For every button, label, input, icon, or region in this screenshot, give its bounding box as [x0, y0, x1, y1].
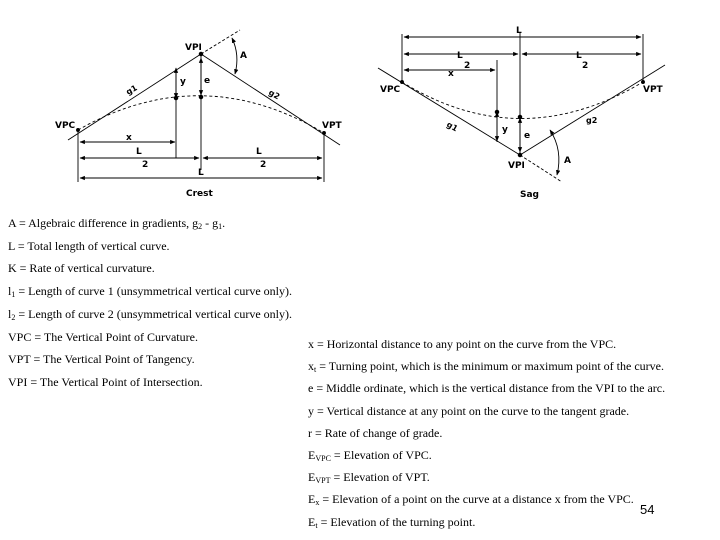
crest-l-half-left-num: L: [136, 147, 142, 157]
crest-l-half-right-num: L: [256, 147, 262, 157]
sag-l-half-right-num: L: [576, 51, 582, 61]
definition-item: $l_2$ = Length of curve 2 (unsymmetrical vertical curve only).: [8, 306, 293, 322]
crest-a-label: A: [240, 51, 247, 61]
crest-x-label: x: [126, 133, 132, 143]
sag-vpt-point: [642, 81, 645, 84]
crest-diagram: [68, 30, 340, 182]
crest-vpt-point: [323, 132, 326, 135]
sag-g1-label: g1: [445, 119, 460, 134]
definition-item: VPI = The Vertical Point of Intersection.: [8, 374, 203, 389]
sag-e-label: e: [524, 131, 531, 141]
sag-mid-point: [518, 115, 522, 119]
crest-e-label: e: [204, 76, 211, 86]
sag-l-half-left-den: 2: [464, 61, 471, 71]
sag-caption: Sag: [520, 190, 539, 200]
sag-l-label: L: [516, 26, 522, 36]
crest-vpt-label: VPT: [322, 121, 342, 131]
sag-diagram: [378, 32, 665, 182]
sag-l-half-left-num: L: [457, 51, 463, 61]
crest-l-label: L: [198, 168, 204, 178]
sag-curve: [402, 82, 643, 119]
crest-l-half-right-den: 2: [260, 160, 267, 170]
definition-item: A = Algebraic difference in gradients, $g_2 - g_1$.: [8, 216, 226, 231]
sag-vpi-point: [518, 153, 522, 157]
definition-item: $x_t$ = Turning point, which is the minimum or maximum point of the curve.: [308, 359, 664, 375]
crest-g2-label: g2: [267, 87, 282, 102]
sag-angle-a-arc: [550, 130, 559, 175]
definitions-left: [8, 212, 358, 394]
definition-item: $E_{VPC}$ = Elevation of VPC.: [308, 448, 432, 464]
crest-tangent-g1: [68, 54, 201, 140]
crest-l-half-left-den: 2: [142, 160, 149, 170]
definition-item: $E_x$ = Elevation of a point on the curve at a distance x from the VPC.: [308, 492, 634, 508]
crest-angle-a-arc: [232, 38, 237, 74]
curve-diagrams: [0, 0, 720, 210]
definition-item: L = Total length of vertical curve.: [8, 238, 170, 253]
crest-vpc-point: [77, 129, 80, 132]
definitions-right: [308, 333, 718, 533]
sag-vpt-label: VPT: [643, 85, 663, 95]
definition-item: $l_1$ = Length of curve 1 (unsymmetrical vertical curve only).: [8, 284, 293, 300]
page-number: 54: [640, 502, 655, 517]
sag-l-half-right-den: 2: [582, 61, 589, 71]
sag-vpc-label: VPC: [380, 85, 401, 95]
definition-item: r = Rate of change of grade.: [308, 425, 443, 440]
sag-y-label: y: [502, 125, 508, 135]
sag-x-label: x: [448, 69, 454, 79]
crest-mid-point: [199, 95, 203, 99]
definition-item: $E_t$ = Elevation of the turning point.: [308, 514, 476, 530]
crest-g1-label: g1: [124, 83, 139, 97]
sag-a-label: A: [564, 156, 571, 166]
definition-item: VPC = The Vertical Point of Curvature.: [8, 329, 198, 344]
crest-curve-point: [174, 96, 178, 100]
sag-vpc-point: [401, 81, 404, 84]
sag-tangent-extension: [520, 155, 562, 182]
crest-tangent-g2: [201, 54, 340, 145]
sag-g2-label: g2: [586, 116, 598, 125]
crest-y-label: y: [180, 77, 186, 87]
definition-item: VPT = The Vertical Point of Tangency.: [8, 352, 195, 367]
definition-item: $E_{VPT}$ = Elevation of VPT.: [308, 470, 430, 486]
sag-curve-point: [495, 110, 499, 114]
crest-vpi-label: VPI: [185, 43, 202, 53]
definition-item: x = Horizontal distance to any point on the curve from the VPC.: [308, 337, 617, 351]
crest-vpc-label: VPC: [55, 121, 76, 131]
definition-item: e = Middle ordinate, which is the vertical distance from the VPI to the arc.: [308, 381, 666, 396]
definition-item: K = Rate of vertical curvature.: [8, 261, 155, 276]
sag-vpi-label: VPI: [508, 161, 525, 171]
crest-caption: Crest: [186, 189, 213, 199]
sag-labels: [380, 26, 664, 200]
definition-item: y = Vertical distance at any point on the curve to the tangent grade.: [308, 403, 630, 418]
